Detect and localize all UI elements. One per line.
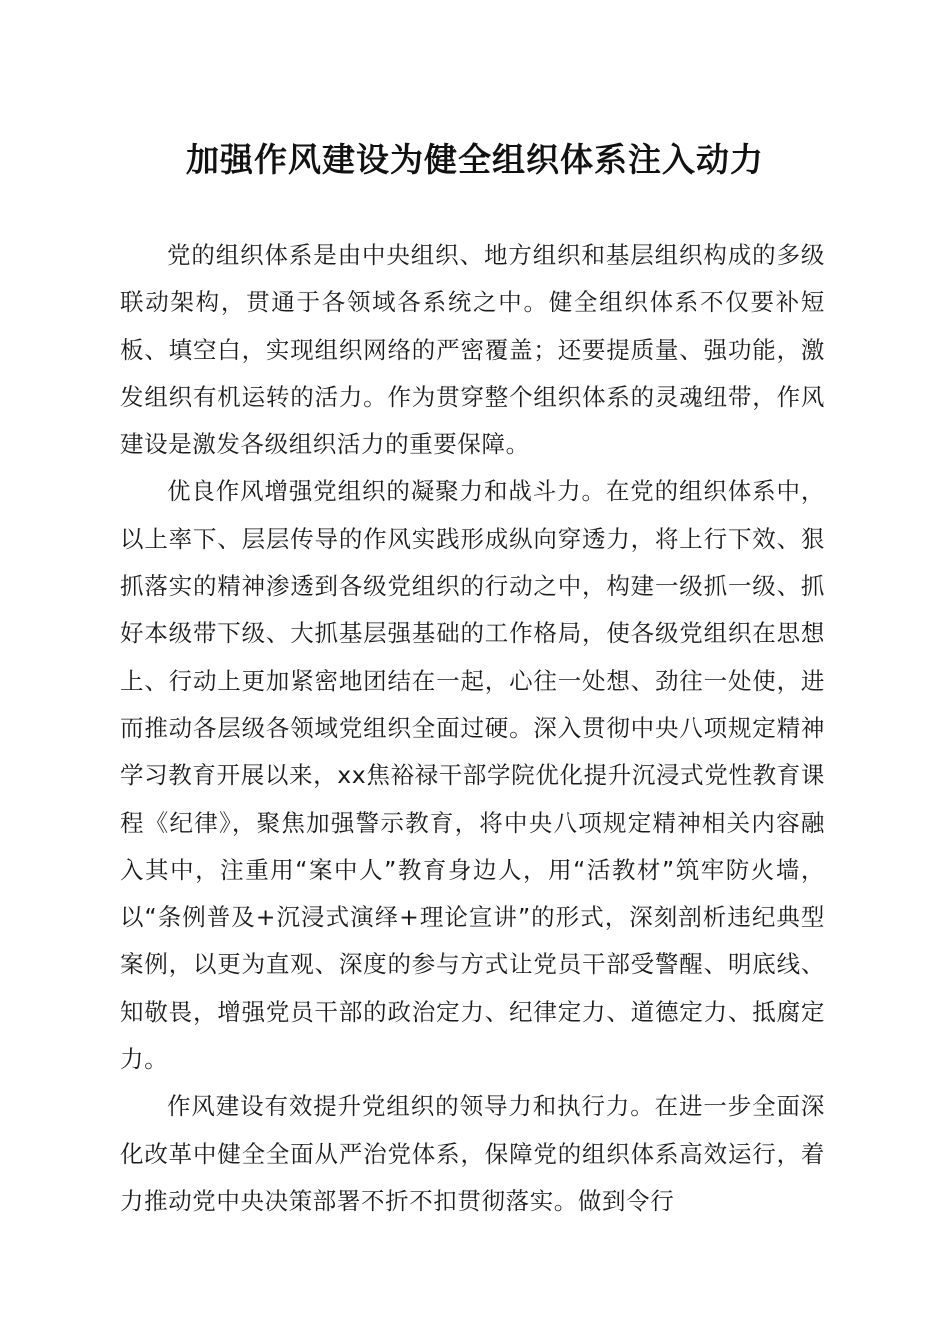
document-title: 加强作风建设为健全组织体系注入动力 xyxy=(186,140,764,179)
document-body xyxy=(120,232,825,1225)
paragraph: 党的组织体系是由中央组织、地方组织和基层组织构成的多级联动架构，贯通于各领域各系统之中。健全组织体系不仅要补短板、填空白，实现组织网络的严密覆盖；还要提质量、强功能，激发组织有机运转的活力。作为贯穿整个组织体系的灵魂纽带，作风建设是激发各级组织活力的重要保障。 xyxy=(120,241,825,459)
paragraph: 作风建设有效提升党组织的领导力和执行力。在进一步全面深化改革中健全全面从严治党体系，保障党的组织体系高效运行，着力推动党中央决策部署不折不扣贯彻落实。做到令行 xyxy=(120,1092,825,1215)
paragraph: 优良作风增强党组织的凝聚力和战斗力。在党的组织体系中，以上率下、层层传导的作风实践形成纵向穿透力，将上行下效、狠抓落实的精神渗透到各级党组织的行动之中，构建一级抓一级、抓好本级带下级、大抓基层强基础的工作格局，使各级党组织在思想上、行动上更加紧密地团结在一起，心往一处想、劲往一处使，进而推动各层级各领域党组织全面过硬。深入贯彻中央八项规定精神学习教育开展以来，xx焦裕禄干部学院优化提升沉浸式党性教育课程《纪律》，聚焦加强警示教育，将中央八项规定精神相关内容融入其中，注重用“案中人”教育身边人，用“活教材”筑牢防火墙，以“条例普及+沉浸式演绎+理论宣讲”的形式，深刻剖析违纪典型案例，以更为直观、深度的参与方式让党员干部受警醒、明底线、知敬畏，增强党员干部的政治定力、纪律定力、道德定力、抵腐定力。 xyxy=(120,477,825,1074)
